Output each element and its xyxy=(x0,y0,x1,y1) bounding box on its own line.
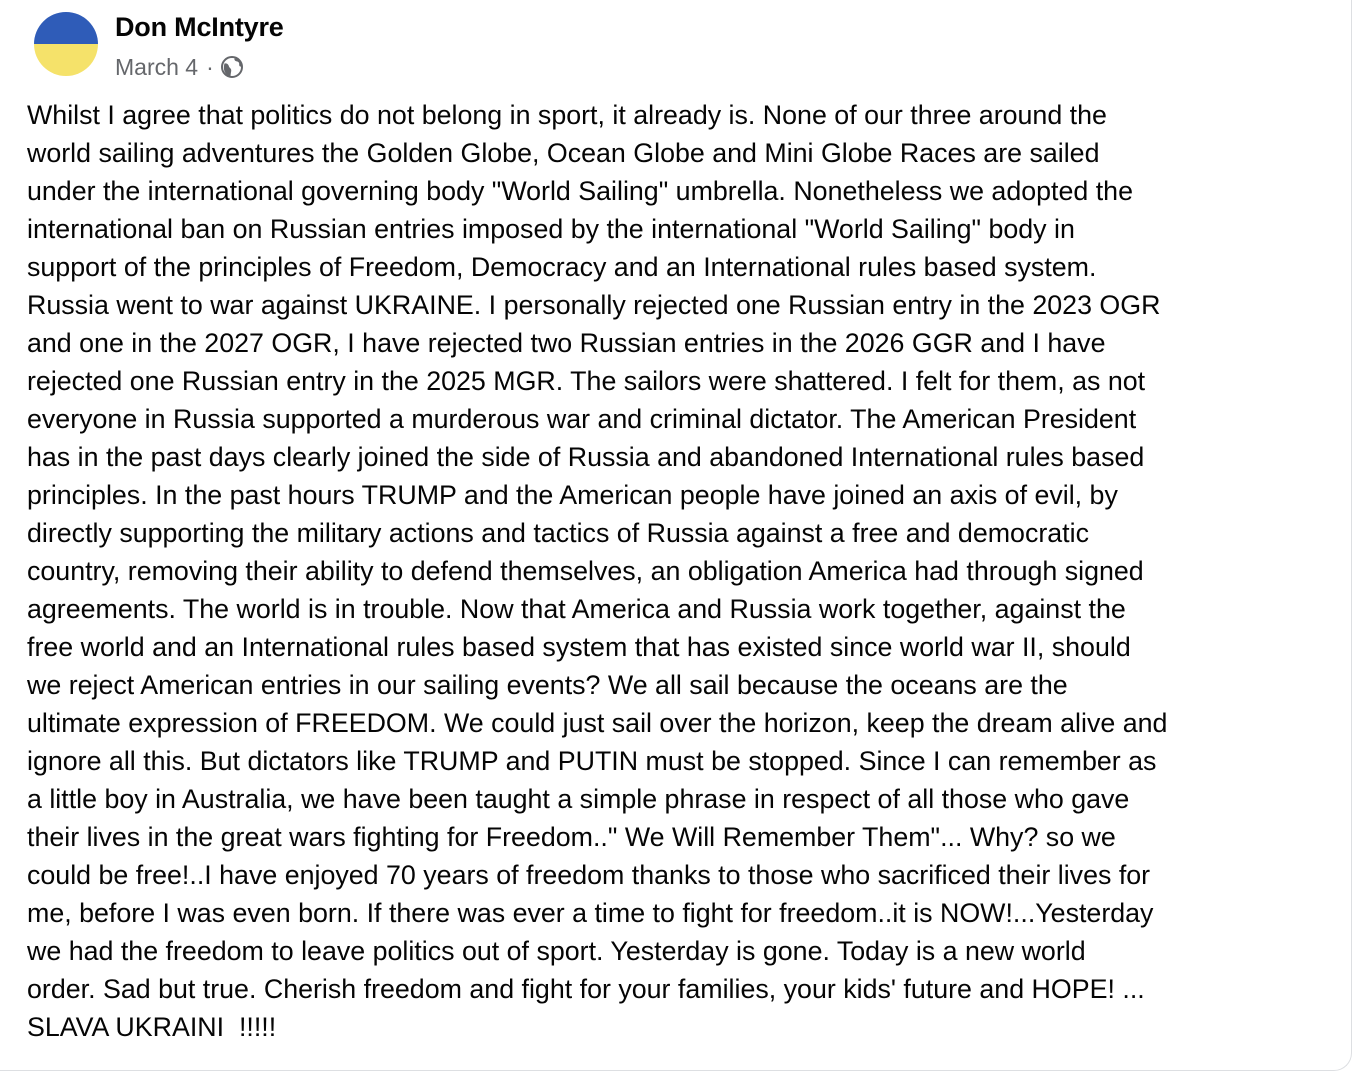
post-text-line: everyone in Russia supported a murderous war and criminal dictator. The American President xyxy=(27,404,1137,434)
post-text-line: we reject American entries in our sailing events? We all sail because the oceans are the xyxy=(27,670,1068,700)
post-text-line: order. Sad but true. Cherish freedom and fight for your families, your kids' future and HOPE! ... xyxy=(27,974,1145,1004)
post-text-line: and one in the 2027 OGR, I have rejected two Russian entries in the 2026 GGR and I have xyxy=(27,328,1106,358)
post-text-line: free world and an International rules based system that has existed since world war II, should xyxy=(27,632,1131,662)
post-text-line: me, before I was even born. If there was ever a time to fight for freedom..it is NOW!...Yesterday xyxy=(27,898,1154,928)
post-body xyxy=(27,96,1337,1046)
post-text-line: has in the past days clearly joined the side of Russia and abandoned International rules based xyxy=(27,442,1145,472)
avatar-flag-blue xyxy=(34,12,98,44)
author-name[interactable]: Don McIntyre xyxy=(115,12,284,42)
post-text-line: principles. In the past hours TRUMP and the American people have joined an axis of evil, by xyxy=(27,480,1118,510)
post-text-line: a little boy in Australia, we have been taught a simple phrase in respect of all those who gave xyxy=(27,784,1130,814)
post-text-line: world sailing adventures the Golden Globe, Ocean Globe and Mini Globe Races are sailed xyxy=(27,138,1100,168)
meta-separator: · xyxy=(206,53,214,80)
post-text-line: could be free!..I have enjoyed 70 years of freedom thanks to those who sacrificed their lives for xyxy=(27,860,1151,890)
post-text-line: their lives in the great wars fighting for Freedom.." We Will Remember Them"... Why? so we xyxy=(27,822,1116,852)
post-text-line: agreements. The world is in trouble. Now that America and Russia work together, against the xyxy=(27,594,1126,624)
avatar[interactable] xyxy=(34,12,98,76)
post-date[interactable]: March 4 xyxy=(115,53,199,80)
post-text-line: directly supporting the military actions and tactics of Russia against a free and democratic xyxy=(27,518,1089,548)
post-text-line: country, removing their ability to defend themselves, an obligation America had through signed xyxy=(27,556,1144,586)
post-text-line: Russia went to war against UKRAINE. I personally rejected one Russian entry in the 2023 OGR xyxy=(27,290,1161,320)
post-text-line: ultimate expression of FREEDOM. We could just sail over the horizon, keep the dream alive and xyxy=(27,708,1168,738)
post-text-line: ignore all this. But dictators like TRUMP and PUTIN must be stopped. Since I can remember as xyxy=(27,746,1157,776)
post-text-line: support of the principles of Freedom, Democracy and an International rules based system. xyxy=(27,252,1097,282)
post-text-line: SLAVA UKRAINI !!!!! xyxy=(27,1012,277,1042)
post-text-line: under the international governing body "World Sailing" umbrella. Nonetheless we adopted the xyxy=(27,176,1133,206)
post-text-line: we had the freedom to leave politics out of sport. Yesterday is gone. Today is a new world xyxy=(27,936,1086,966)
post-text-line: rejected one Russian entry in the 2025 MGR. The sailors were shattered. I felt for them, as not xyxy=(27,366,1146,396)
post-meta xyxy=(115,52,244,82)
globe-icon[interactable] xyxy=(220,55,244,79)
post-text-line: Whilst I agree that politics do not belong in sport, it already is. None of our three around the xyxy=(27,100,1107,130)
post-text-line: international ban on Russian entries imposed by the international "World Sailing" body in xyxy=(27,214,1075,244)
avatar-flag-yellow xyxy=(34,44,98,76)
